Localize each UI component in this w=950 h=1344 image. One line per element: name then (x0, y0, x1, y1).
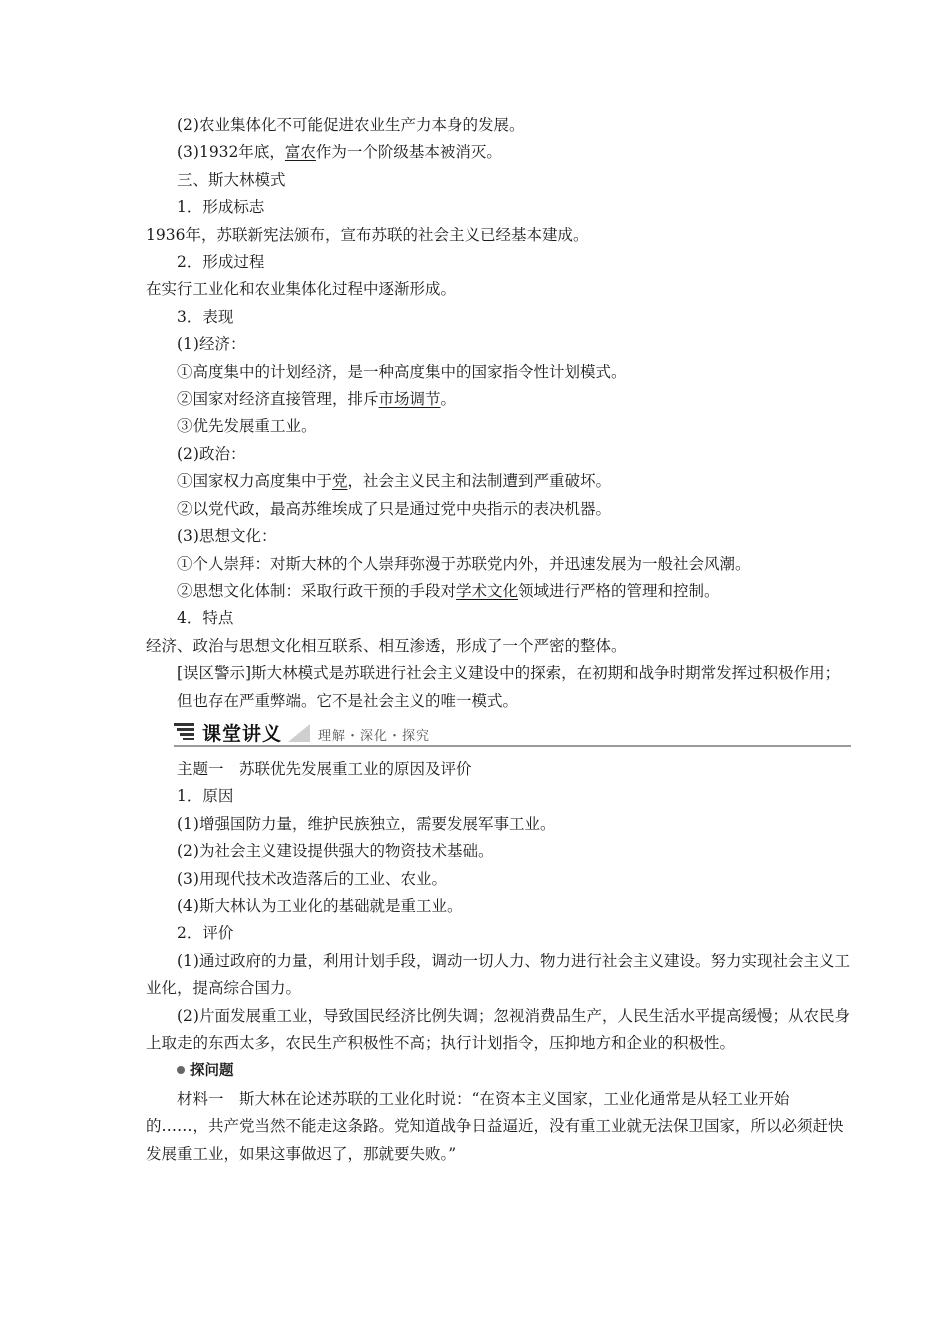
text-line: (1)经济： (177, 335, 246, 354)
subheading: 2．形成过程 (177, 253, 265, 272)
text-line: (3)1932年底，富农作为一个阶级基本被消灭。 (177, 143, 502, 162)
text-line: ①高度集中的计划经济，是一种高度集中的国家指令性计划模式。 (177, 362, 627, 381)
text-line: ②国家对经济直接管理，排斥市场调节。 (177, 390, 457, 409)
banner-title: 课堂讲义 (202, 722, 283, 745)
subheading: 1．形成标志 (177, 198, 265, 217)
topic-heading: 主题一 苏联优先发展重工业的原因及评价 (177, 759, 472, 778)
banner-rule (174, 745, 851, 747)
text-line: (3)思想文化： (177, 527, 277, 546)
question-heading: 探问题 (190, 1063, 234, 1080)
bullet-dot-icon (177, 1066, 185, 1074)
subheading: 2．评价 (177, 924, 234, 943)
text-line: 经济、政治与思想文化相互联系、相互渗透，形成了一个严密的整体。 (146, 636, 627, 655)
text-line: (1)增强国防力量，维护民族独立，需要发展军事工业。 (177, 814, 556, 833)
text-line: ②以党代政，最高苏维埃成了只是通过党中央指示的表决机器。 (177, 499, 612, 518)
text-line: (2)为社会主义建设提供强大的物资技术基础。 (177, 842, 494, 861)
underlined-term: 学术文化 (456, 581, 519, 600)
subheading: 3．表现 (177, 307, 234, 326)
text-line: (2)政治： (177, 444, 246, 463)
underlined-term: 富农 (284, 143, 316, 162)
text-line: ②思想文化体制：采取行政干预的手段对学术文化领域进行严格的管理和控制。 (177, 581, 720, 600)
underlined-term: 市场调节 (378, 390, 441, 409)
text-paragraph: (1)通过政府的力量，利用计划手段，调动一切人力、物力进行社会主义建设。努力实现社会主义工业化，提高综合国力。 (146, 951, 850, 998)
section-heading: 三、斯大林模式 (177, 170, 286, 189)
text-line: (2)农业集体化不可能促进农业生产力本身的发展。 (177, 116, 525, 134)
text-line: ③优先发展重工业。 (177, 417, 317, 436)
subheading: 4．特点 (177, 609, 234, 628)
text-line: ①个人崇拜：对斯大林的个人崇拜弥漫于苏联党内外，并迅速发展为一般社会风潮。 (177, 554, 751, 573)
underlined-term: 党 (332, 472, 348, 491)
document-page (146, 112, 851, 1168)
text-line: 在实行工业化和农业集体化过程中逐渐形成。 (146, 280, 457, 299)
triangle-icon (288, 724, 310, 742)
section-banner (146, 718, 851, 748)
subheading: 1．原因 (177, 787, 234, 806)
material-paragraph: 材料一 斯大林在论述苏联的工业化时说：“在资本主义国家，工业化通常是从轻工业开始的……，共产党当然不能走这条路。党知道战争日益逼近，没有重工业就无法保卫国家，所以必须赶快发展重工业，如果这事做迟了，那就要失败。” (146, 1089, 844, 1163)
warning-note: [误区警示]斯大林模式是苏联进行社会主义建设中的探索，在初期和战争时期常发挥过积极作用；但也存在严重弊端。它不是社会主义的唯一模式。 (177, 664, 841, 710)
text-line: (3)用现代技术改造落后的工业、农业。 (177, 869, 447, 888)
banner-subtitle: 理解・深化・探究 (318, 728, 431, 744)
text-line: 1936年，苏联新宪法颁布，宣布苏联的社会主义已经基本建成。 (146, 225, 589, 244)
text-paragraph: (2)片面发展重工业，导致国民经济比例失调；忽视消费品生产，人民生活水平提高缓慢；从农民身上取走的东西太多，农民生产积极性不高；执行计划指令，压抑地方和企业的积极性。 (146, 1006, 850, 1052)
question-heading-row (146, 1057, 851, 1085)
text-line: (4)斯大林认为工业化的基础就是重工业。 (177, 896, 463, 915)
text-line: ①国家权力高度集中于党，社会主义民主和法制遭到严重破坏。 (177, 472, 612, 491)
stripes-icon (174, 723, 194, 740)
